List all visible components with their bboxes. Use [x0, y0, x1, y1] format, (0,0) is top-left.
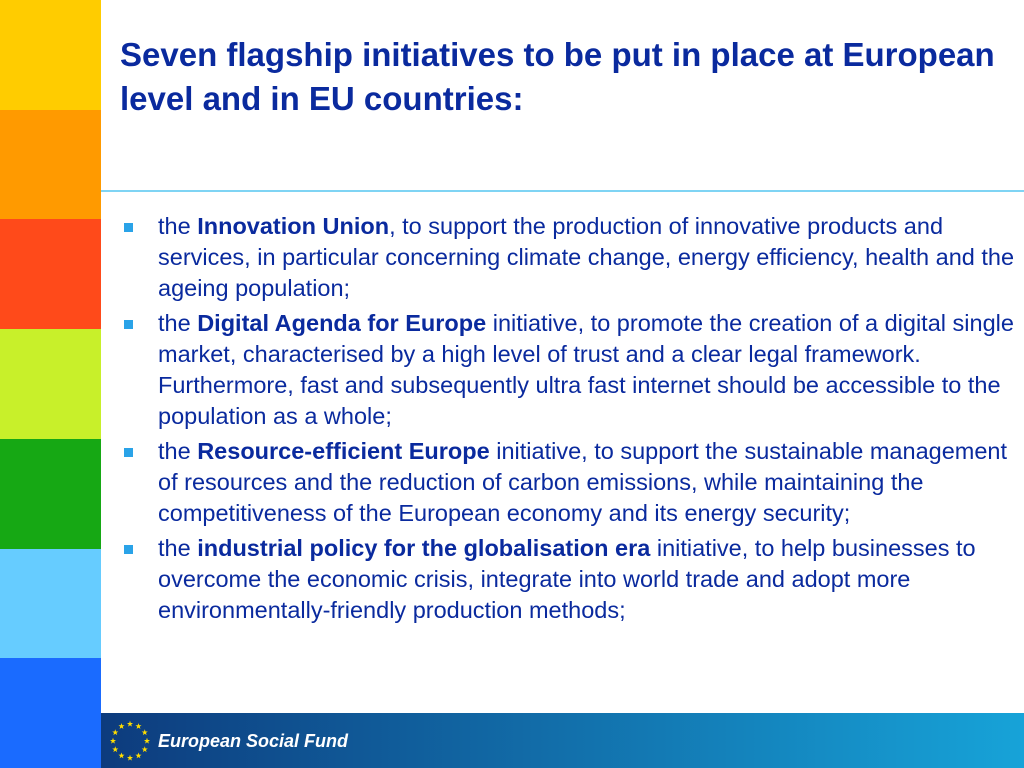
square-bullet-icon	[124, 223, 133, 232]
bullet-text: initiative, to promote the creation of a digital single market, characterised by a high level of trust and a clear legal framework. Furthermore, fast and subsequently ultra fast internet should be accessible to the population as a whole;	[158, 310, 1014, 429]
bullet-item-resource-efficient-europe	[118, 436, 1018, 529]
bullet-prefix: the	[158, 310, 198, 336]
bullet-prefix: the	[158, 535, 198, 561]
flag-star-icon	[135, 723, 141, 729]
bullet-term: industrial policy for the globalisation era	[197, 535, 651, 561]
bullet-term: Digital Agenda for Europe	[197, 310, 487, 336]
flag-star-icon	[127, 755, 133, 761]
flag-star-icon	[144, 738, 150, 744]
stripe-light-blue	[0, 549, 101, 659]
flag-star-icon	[118, 753, 124, 759]
stripe-red	[0, 219, 101, 329]
flag-star-icon	[112, 729, 118, 735]
flag-star-icon	[135, 753, 141, 759]
bullet-item-innovation-union	[118, 211, 1018, 304]
bullet-text: initiative, to support the sustainable management of resources and the reduction of carbon emissions, while maintaining the competitiveness of the European economy and its energy security;	[158, 438, 1008, 526]
flag-star-icon	[118, 723, 124, 729]
flag-star-icon	[110, 738, 116, 744]
bullet-term: Resource-efficient Europe	[197, 438, 490, 464]
bullet-prefix: the	[158, 438, 198, 464]
bullet-text: initiative, to help businesses to overcome the economic crisis, integrate into world trade and adopt more environmentally-friendly production methods;	[158, 535, 976, 623]
color-stripe-bar	[0, 0, 101, 768]
footer-label: European Social Fund	[158, 731, 349, 751]
flag-star-icon	[142, 729, 148, 735]
title-divider	[101, 190, 1024, 192]
stripe-lime	[0, 329, 101, 439]
stripe-blue	[0, 658, 101, 768]
flag-star-icon	[112, 746, 118, 752]
square-bullet-icon	[124, 320, 133, 329]
bullet-prefix: the	[158, 213, 198, 239]
bullet-item-digital-agenda	[118, 308, 1018, 432]
stripe-yellow	[0, 0, 101, 110]
stripe-orange	[0, 110, 101, 220]
flag-star-icon	[127, 721, 133, 727]
flag-star-icon	[142, 746, 148, 752]
bullet-text: , to support the production of innovative products and services, in particular concerning climate change, energy efficiency, health and the ageing population;	[158, 213, 1015, 301]
bullet-term: Innovation Union	[197, 213, 390, 239]
slide-title: Seven flagship initiatives to be put in place at European level and in EU countries:	[120, 36, 995, 117]
stripe-green	[0, 439, 101, 549]
bullet-item-industrial-policy	[118, 533, 1018, 626]
eu-flag-stars-icon	[107, 718, 153, 764]
bullet-list	[118, 211, 1018, 630]
square-bullet-icon	[124, 448, 133, 457]
square-bullet-icon	[124, 545, 133, 554]
